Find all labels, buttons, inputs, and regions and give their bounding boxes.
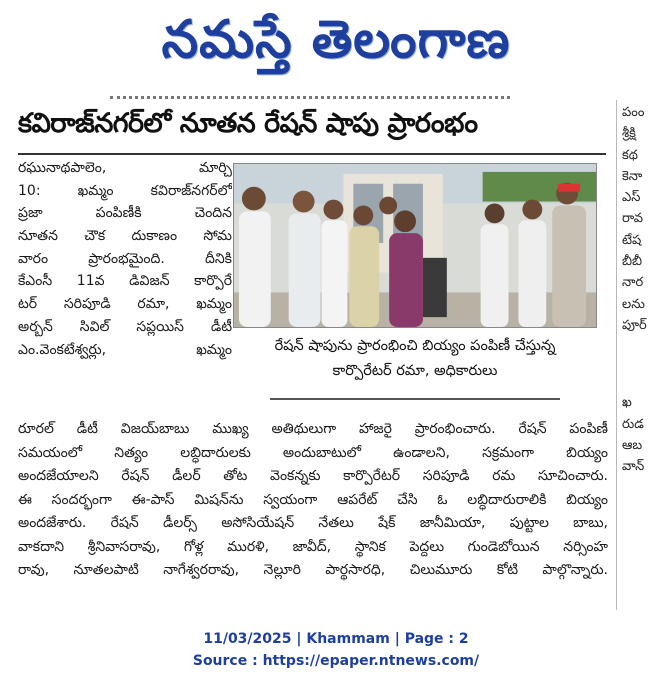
photo-caption bbox=[233, 334, 597, 390]
adjacent-line: ఖ bbox=[622, 395, 632, 411]
adjacent-line: ఎస్ bbox=[622, 190, 641, 206]
body-line: టర్ సరిపూడి రమా, ఖమ్మం bbox=[18, 296, 232, 313]
adjacent-line: పూర్ bbox=[622, 317, 647, 333]
page-footer bbox=[0, 628, 672, 678]
body-line: వాకదాని శ్రీనివాసరావు, గోళ్ల మురళి, జావీద్, స్థానిక పెద్దలు గుండెబోయిన నర్సింహ bbox=[18, 538, 608, 555]
adjacent-line: నార bbox=[622, 275, 644, 291]
body-line: ప్రజా పంపిణీకి చెందిన bbox=[18, 205, 232, 222]
caption-line: కార్పొరేటర్ రమా, అధికారులు bbox=[332, 363, 498, 379]
adjacent-line: టేష bbox=[622, 232, 642, 248]
article-headline: కవిరాజ్‌నగర్‌లో నూతన రేషన్ షాపు ప్రారంభం bbox=[18, 108, 478, 139]
column-divider bbox=[616, 100, 617, 610]
body-line: సమయంలో నిత్యం లబ్ధిదారులకు అందుబాటులో ఉండాలని, సక్రమంగా బియ్యం bbox=[18, 444, 608, 461]
clipping-cut-edge bbox=[110, 96, 510, 104]
body-line: రావు, నూతలపాటి నాగేశ్వరరావు, నెల్లూరి పార్థసారధి, చిలుమూరు కోటి పాల్గొన్నారు. bbox=[18, 562, 608, 578]
body-line: 10: ఖమ్మం కవిరాజ్‌నగర్‌లో bbox=[18, 182, 232, 199]
body-line: కేఎంసీ 11వ డివిజన్ కార్పొరే bbox=[18, 273, 232, 290]
caption-divider bbox=[270, 398, 560, 400]
body-line: ఈ సందర్భంగా ఈ-పాస్ మిషన్‌ను స్వయంగా ఆపరేట్ చేసి ఓ లబ్ధిదారురాలికి బియ్యం bbox=[18, 491, 608, 508]
adjacent-line: కథ bbox=[622, 147, 638, 163]
adjacent-line: బీబీ bbox=[622, 254, 643, 270]
adjacent-line: పంం bbox=[622, 105, 645, 120]
adjacent-line: శ్రీక్షి bbox=[622, 126, 636, 142]
body-line: అర్బన్ సివిల్ సప్లయిస్ డీటీ bbox=[18, 318, 232, 335]
footer-source-link[interactable]: Source : https://epaper.ntnews.com/ bbox=[192, 653, 480, 669]
adjacent-line: వాన్ bbox=[622, 459, 645, 475]
body-line: నూతన చౌక దుకాణం సోమ bbox=[18, 228, 232, 245]
body-line: ఎం.వెంకటేశ్వర్లు, ఖమ్మం bbox=[18, 341, 232, 358]
adjacent-gap bbox=[622, 336, 672, 392]
body-line: అందజేశారు. రేషన్ డీలర్స్ అసోసియేషన్ నేతలు షేక్ జానీమియా, పుట్టాల బాబు, bbox=[18, 515, 608, 531]
masthead bbox=[0, 0, 672, 92]
footer-date-edition: 11/03/2025 | Khammam | Page : 2 bbox=[203, 631, 469, 647]
body-line: వారం ప్రారంభమైంది. దీనికి bbox=[18, 250, 232, 267]
adjacent-line: రుడ bbox=[622, 416, 644, 432]
photo-illustration bbox=[234, 164, 596, 327]
adjacent-line: కెనా bbox=[622, 168, 643, 184]
article-photo bbox=[233, 163, 597, 328]
caption-line: రేషన్ షాపును ప్రారంభించి బియ్యం పంపిణీ చేస్తున్న bbox=[274, 338, 556, 354]
adjacent-article-fragment bbox=[622, 102, 672, 622]
adjacent-line: రావ bbox=[622, 211, 644, 227]
body-line: రఘునాథపాలెం, మార్చి bbox=[18, 160, 232, 176]
adjacent-line: ఆబ bbox=[622, 437, 643, 453]
article-body-left bbox=[18, 157, 232, 427]
adjacent-line: లను bbox=[622, 296, 645, 312]
body-line: అందజేయాలని రేషన్ డీలర్ తోట వెంకన్నకు కార్పొరేటర్ సరిపూడి రమ సూచించారు. bbox=[18, 468, 608, 484]
article-body-full bbox=[18, 418, 608, 608]
newspaper-logo: నమస్తే తెలంగాణ bbox=[161, 9, 511, 70]
body-line: రూరల్ డీటీ విజయ్‌బాబు ముఖ్య అతిథులుగా హాజరై ప్రారంభించారు. రేషన్ పంపిణీ bbox=[18, 421, 608, 437]
headline-divider bbox=[18, 153, 606, 155]
